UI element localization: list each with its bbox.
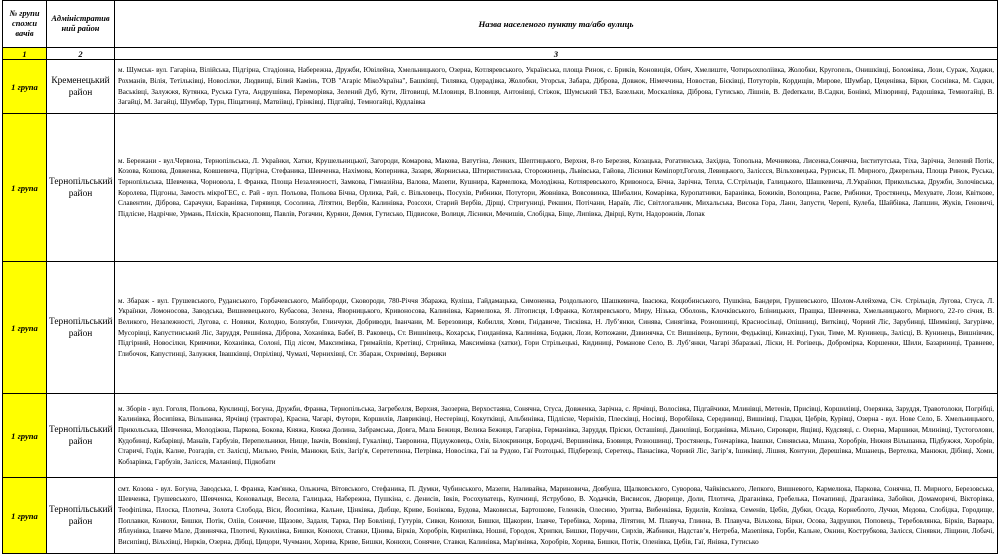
column-number-1: 1: [3, 48, 47, 60]
settlements-list: м. Зборів - вул. Гоголя, Польова, Куклинці, Богуна, Дружби, Франка, Тернопільська, Загребелля, Верхня, Заозерна, Верхостаяна, Сонячна, Стуса, Довженка, Зарічна, с. Ярчівці, Волосівка, Підгайчики, Млинівці, Метенів, Присівці, Коршилівці, Озерянка, Заруддя, Травотолоки, Погрібці, Калинівка, Йосипівка, Вільшанка, Ярчівці (трактора), Красна, Чагарі, Футори, Коршилів, Лавриківці, Нестерівці, Кокутківці, Альбинівка, Підлісне, Черніхів, Плесківці, Носівці, Воробіївка, Середнинці, Вишнівці, Гладки, Цебрів, Курівці, Озерна - вул. Нове Село, Б. Хмельницького, Прикольська, Шевченка, Молодіжна, Паркова, Бокова, Княжа, Княжа Долина, Забрамська, Довга, Мала Бежиця, Велика Бежиця, Гагаріна, Германівка, Заруддя, Пріски, Осташівці, Данилівці, Богданівка, Мільно, Сировари, Ящівці, Кудсвяці, с. Озерна, Маршики, Млинівці, Тустоголови, Кудобинці, Кабарівці, Манаїв, Гарбузів, Перепельники, Нище, Івачів, Вовківці, Гукалівці, Тавровина, Підлужовець, Олів, Білокриниця, Бородачі, Вершинівка, Бзовиця, Розношинці, Тростянець, Гончарівка, Івашки, Синявська, Мшана, Хоробрів, Нижня Вільшанка, Підбужжя, Хоробрів, Старичі, Годів, Калне, Розгадів, ст. Залісці, Мильно, Ренів, Манюки, Бліх, Загір'я, Серететинна, Петрівка, Новосілка, Гаї за Рудою, Гаї Розтоцькі, Підберезці, Серетець, Панасівка, Чорний Ліс, Загірʼя, Ішиківці, Лішня, Контуни, Дерешівка, Мшанець, Вертелка, Манюки, Дібівці, Хоми, Кобзарівка, Гарбузів, Залісся, Маланівці, Підкобати: [115, 394, 998, 478]
header-settlements: Назва населеного пункту та/або вулиць: [115, 1, 998, 48]
district-name: Тернопільський район: [47, 394, 115, 478]
header-district: Адміністратив ний район: [47, 1, 115, 48]
table-row: [3, 394, 998, 478]
settlements-list: м. Шумськ- вул. Гагаріна, Вілійська, Підгірна, Стадіонна, Набережна, Дружби, Ювілейна, Хмельницького, Озерна, Котляревського, Українська, площа Ринок, с. Бриків, Коновиція, Обич, Хмелиште, Чотирьохполіівка, Жолобки, Кругопель, Онишківці, Боложівка, Лози, Сураж, Ходаки, Рохманів, Вілія, Тетільківці, Новосілки, Людвищі, Білий Камінь, ТОВ "Агаріс МікоУкраїна", Башківці, Тилявка, Одерадівка, Жолобки, Угорськ, Забара, Діброва, Довжок, Німеччина, Новостав, Бієківці, Потуторів, Кордищів, Мирове, Шумбар, Цеценівка, Бірки, Соснівка, М. Садки, Васьківці, Залужжя, Кутянка, Руська Гута, Андрушівка, Переморівка, Зелений Дуб, Кути, Літовищі, М.Іловиця, В.Іловиця, Антонівці, Стіжок, Шумський ТБЗ, Базельки, Москалівка, Діброва, Гутисько, Лішнів, В. Деderкали, В.Садки, Бонівкі, Мізюринці, Радошівка, Темногайці, В. Загайці, М. Загайці, Шумбар, Турн, Піщатинці, Матвіівці, Грінківці, Підгайці, Темногайці, Кудлаівка: [115, 60, 998, 114]
column-number-3: 3: [115, 48, 998, 60]
settlements-list: м. Бережани - вул.Червона, Тернопільська, Л. Українки, Хатки, Крушельницької, Загороди, Комарова, Макова, Ватутіна, Ленких, Шептицького, Верхня, 8-го Березня, Козацька, Рогатинська, Західна, Топольна, Мечникова, Лисенка,Сонячна, Інститутська, Тіха, Зарічна, Зелений Потік, Козова, Кошова, Довженка, Ковшевича, Підгірна, Стефаника, Шевченка, Нахімова, Коперника, Зазаря, Жорниська, Штиристинська, Сторожинець, Львівська, Гайова, Лісники Кеміпорт,Гоголя, Левицького, Заліссся, Вільховецька, Руриськ, П. Мирного, Джерельна, Площа Ринок, Руська, Тернопільська, Шевченка, Чорновола, І. Франка, Площа Незалежності, Замкова, Гімназійна, Валова, Мазепи, Кушнира, Кармелюка, Молодіжна, Котляревського, Кривоноса, Бічна, Зарічна, Тепла, С.Стрільців, Галицького, Шашкевича, Л.Українки, Прикольська, Дружби, Золочівська, Королева, Підгоны, Замость мікроГЕС, с. Рай - вул. Польова, Польова Бічна, Орлика, Рай, с. Вільховець, Посухів, Рибники, Потутори, Жовнівка, Вовсовинка, Шибалин, Комарівка, Куропатники, Баранівка, Божиків, Волощина, Раєве, Рибники, Тростянець, Мехувате, Лози, Квіткове, Славентин, Діброва, Сарачуки, Баранівка, Гирявиця, Сосолина, Літятин, Вербів, Калинівка, Розсохи, Старий Вербів, Дiрщi, Стригуниці, Рекшин, Потічани, Нараїв, Ліс, Світлогальчик, Михальська, Висока Гора, Ланн, Запусти, Черепі, Кулеба, Шайбівка, Лапшин, Жуків, Геновичі, Підлісне, Надрічне, Урмань, Плісків, Красноповщ, Павлів, Рогачин, Куряни, Демня, Гутисько, Підвисоке, Волиця, Лісники, Мечишів, Слобідка, Біще, Липівка, Двірці, Кути, Надорожнів, Лопак: [115, 114, 998, 262]
group-label: 1 група: [3, 394, 47, 478]
group-label: 1 група: [3, 262, 47, 394]
header-group-number: № групи спожи вачів: [3, 1, 47, 48]
district-name: Тернопільський район: [47, 114, 115, 262]
table-row: [3, 114, 998, 262]
group-label: 1 група: [3, 478, 47, 554]
group-label: 1 група: [3, 60, 47, 114]
district-name: Кременецький район: [47, 60, 115, 114]
settlements-list: смт. Козова - вул. Богуна, Заводська, І. Франка, Кам'янка, Ольжича, Вітовського, Стефаника, П. Думки, Чубинського, Мазепи, Наливайка, Мариновича, Довбуша, Щалковського, Суворова, Чайківського, Лепкого, Вишневого, Кармелюка, Паркова, Сонячна, П. Мирного, Березовська, Шевченка, Грушевського, Шевченка, Коновальця, Весела, Галицька, Набережна, Пушкіна, с. Денисів, Івків, Росохуватець, Купчинці, Яструбово, В. Ходачків, Висвисок, Дворище, Доли, Плотича, Драганівка, Гребелька, Почапинці, Драганівка, Забойки, Домаморичі, Вікторівка, Теофіпілка, Плоска, Плотича, Золота Слобода, Віси, Йосипівка, Кальне, Цінківка, Дибще, Криве, Бонікова, Будова, Маковиськ, Бартошове, Геленків, Олесино, Уритва, Вибенківка, Будилів, Козівка, Семенів, Цебів, Дубки, Осада, Корнеблото, Лучки, Медова, Слобідка, Городище, Поплавки, Конюхи, Бишки, Потік, Оліів, Сонячне, Щазове, Задаля, Тарка, Пер Бовлінці, Гутурів, Сивки, Конюхи, Бишки, Щакорин, Ілавче, Теребівка, Хорива, Літятин, М. Плавуча, Глинна, В. Плавуча, Вільхова, Бірки, Осова, Задрушки, Поповець, Теребовлянка, Бірків, Варвара, Яблунівка, Ілавче Мале, Дзвинячка, Плотичі, Кукилівка, Бишки, Конюхи, Ставки, Цінива, Бірків, Хоробрів, Кирилівка, Ношні, Городок, Хрипки, Бишки, Поручин, Сирхів, Жабники, Надставʼя, Нетреба, Мазепівка, Горби, Кальне, Окнин, Кострубкова, Залісся, Сінявки, Ліщини, Лобачі, Висипівці, Вільхівці, Нирків, Озерна, Дібщі, Цицори, Чучмани, Хорива, Криве, Бишки, Конюхи, Сонячне, Ставки, Калинівка, Мар'янівка, Хоробрів, Хорива, Бишки, Потік, Оленівка, Цебів, Гаї, Янівка, Гутисько: [115, 478, 998, 554]
table-row: [3, 262, 998, 394]
district-name: Тернопільський район: [47, 262, 115, 394]
settlements-list: м. Збараж - вул. Грушевського, Руданського, Горбачевського, Майбороди, Сковороди, 780-Річчя Збаража, Куліша, Гайдамацька, Симоненка, Роздольного, Шашкевича, Івасюка, Коцюбинського, Пушкіна, Бандери, Грушевського, Шолом-Алейхема, Січ. Стрільців, Лугова, Стуса, Л. Українки, Ломоносова, Заводська, Вишневецького, Кубасова, Зелена, Яворницького, Кривоносова, Калинівка, Кармелюка, Я. Літописця, І.Франка, Котляревського, Миру, Нізька, Оболонь, Клочківського, Бліницьких, Пращка, Шевченка, Хмельницького, Мирного, 22-го січня, В. Великого, Незалежності, Лугова, с. Новики, Колодно, Болязуби, Глинчуки, Добриводи, Іванчани, М. Березовиця, Кобилля, Хоми, Гнідавиче, Тисківка, Н. Лубʼянки, Синява, Синягівка, Розношинці, Красносільці, Опішниці, Витківці, Чорний Ліс, Зарубинці, Шимківці, Загурівче, Мусорівці, Капустинський Ліс, Заруддя, Решнівка, Діброва, Хоханівка, Бабеї, В. Раковець, Ст. Вишнівець, Кохарськ, Гниданівка, Калинівка, Бодаки, Лози, Котюжани, Дзвинячка, Ст. Вишнівець, Бутини, Федьківці, Кинахівці, Гуки, Тиме, М. Кунинець, Залісці, В. Кунинець, Вишнівчик, Підгірний, Новосілки, Кривчики, Коханівка, Солоні, Під лісом, Максимівка, Гримайлів, Кретівці, Стрийвка, Максимівка (хатки), Гори Стрільецькі, Кидиниці, Романове Село, В. Лубʼянки, Чагарі Збаразькі, Ліски, Н. Рогівець, Добромірка, Коршенки, Шили, Базариниці, Травневе, Глибочок, Капустинці, Залужжя, Івашківщі, Опрілівці, Чумалі, Чернихівці, Ст. Збараж, Охримівці, Верняки: [115, 262, 998, 394]
table-row: [3, 60, 998, 114]
table-header-row: [3, 1, 998, 48]
table-column-number-row: [3, 48, 998, 60]
table-row: [3, 478, 998, 554]
consumer-groups-table: [2, 0, 998, 554]
column-number-2: 2: [47, 48, 115, 60]
district-name: Тернопільський район: [47, 478, 115, 554]
group-label: 1 група: [3, 114, 47, 262]
